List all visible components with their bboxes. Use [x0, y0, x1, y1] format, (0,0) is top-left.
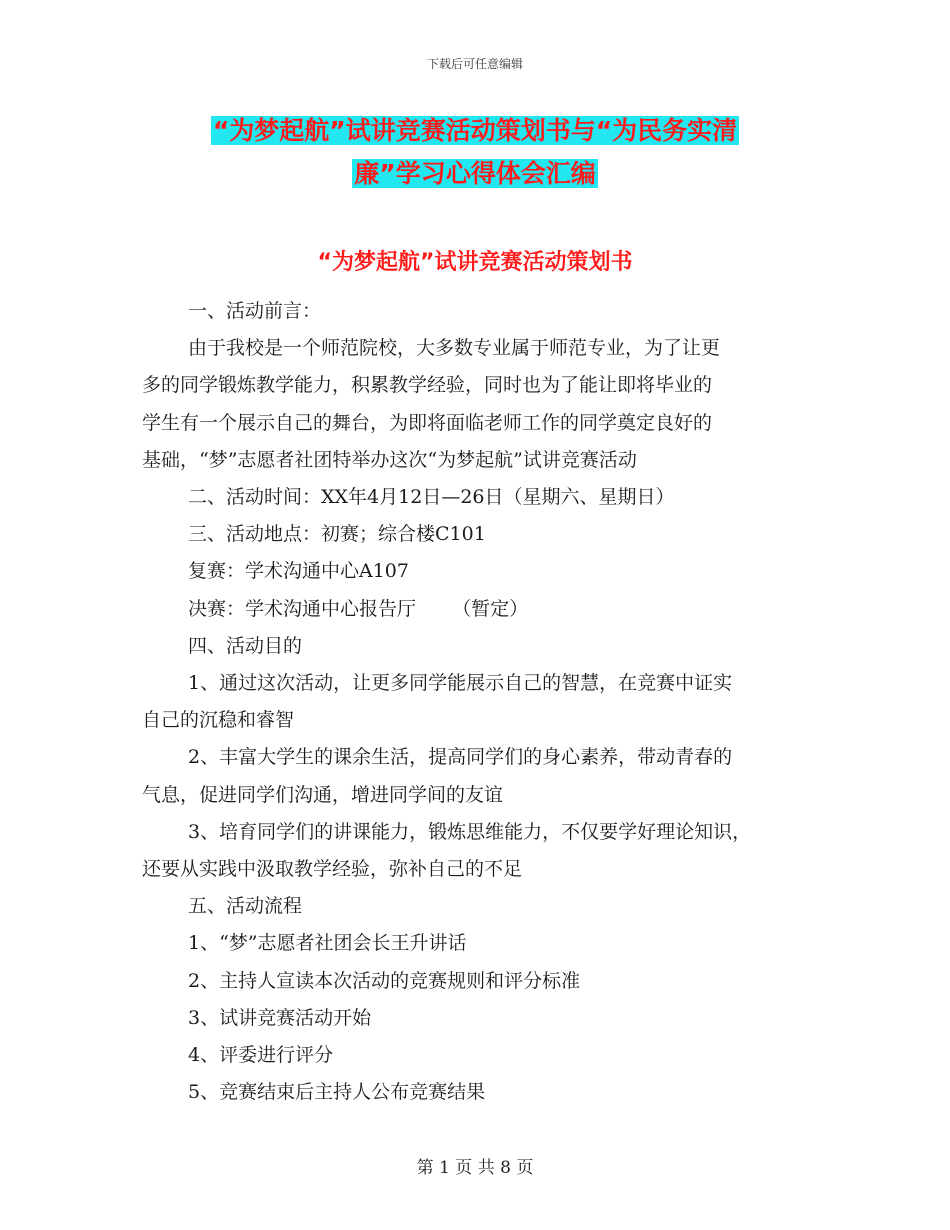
body-line: 5、竞赛结束后主持人公布竞赛结果 — [188, 1081, 486, 1104]
body-line: 4、评委进行评分 — [188, 1044, 334, 1067]
body-line: 1、“梦”志愿者社团会长王升讲话 — [188, 932, 467, 955]
document-title-line-1 — [0, 111, 950, 151]
body-line: 3、培育同学们的讲课能力，锻炼思维能力，不仅要学好理论知识， — [188, 820, 752, 843]
section-title: “为梦起航”试讲竞赛活动策划书 — [317, 250, 633, 275]
body-line: 二、活动时间：XX年4月12日—26日（星期六、星期日） — [188, 486, 675, 509]
body-line: 还要从实践中汲取教学经验，弥补自己的不足 — [142, 858, 523, 881]
body-line: 2、主持人宣读本次活动的竞赛规则和评分标准 — [188, 969, 581, 992]
body-line: 决赛：学术沟通中心报告厅 （暂定） — [188, 597, 529, 620]
body-line: 一、活动前言： — [188, 300, 322, 322]
body-line: 自己的沉稳和睿智 — [142, 709, 295, 732]
body-line: 四、活动目的 — [188, 634, 303, 657]
body-line: 五、活动流程 — [188, 895, 303, 918]
body-line: 2、丰富大学生的课余生活，提高同学们的身心素养，带动青春的 — [188, 746, 733, 769]
document-body — [142, 293, 822, 1111]
body-line: 1、通过这次活动，让更多同学能展示自己的智慧，在竞赛中证实 — [188, 672, 733, 695]
document-title-line-2-text: 廉”学习心得体会汇编 — [354, 159, 596, 188]
body-line: 学生有一个展示自己的舞台，为即将面临老师工作的同学奠定良好的 — [142, 411, 713, 434]
body-line: 多的同学锻炼教学能力，积累教学经验，同时也为了能让即将毕业的 — [142, 374, 713, 397]
header-note: 下载后可任意编辑 — [426, 57, 523, 71]
document-title-line-1-text: “为梦起航”试讲竞赛活动策划书与“为民务实清 — [212, 116, 738, 145]
body-line: 3、试讲竞赛活动开始 — [188, 1006, 372, 1029]
page-footer: 第 1 页 共 8 页 — [416, 1158, 534, 1178]
body-line: 复赛：学术沟通中心A107 — [188, 560, 409, 583]
body-line: 气息，促进同学们沟通，增进同学间的友谊 — [142, 783, 504, 806]
document-title-line-2 — [0, 154, 950, 194]
body-line: 基础，“梦”志愿者社团特举办这次“为梦起航”试讲竞赛活动 — [142, 448, 637, 471]
body-line: 由于我校是一个师范院校，大多数专业属于师范专业，为了让更 — [188, 337, 721, 360]
body-line: 三、活动地点：初赛；综合楼C101 — [188, 523, 486, 546]
